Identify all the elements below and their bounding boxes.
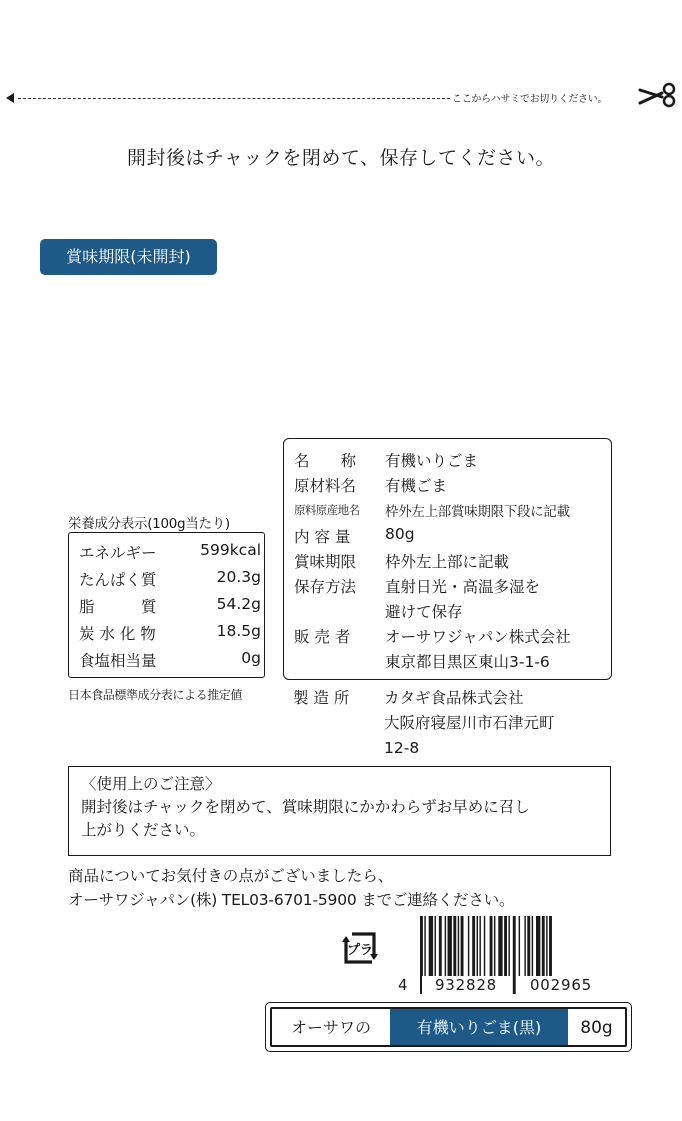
caution-title: 〈使用上のご注意〉 [81,775,221,793]
info-label: 名 称 [294,452,357,470]
nutrition-label: 脂 質 [79,598,157,616]
nutrition-row-energy [79,541,261,567]
info-label: 原材料名 [294,477,357,495]
scissors-icon [638,81,678,109]
nutrition-note: 日本食品標準成分表による推定値 [68,688,243,702]
barcode-digit: 4 [398,976,408,994]
cut-line [6,90,676,110]
manufacturer-value [384,686,555,761]
usage-caution-box [68,766,611,856]
barcode-digits-left: 932828 [434,976,498,994]
brand-name: オーサワの [290,1018,371,1037]
info-value: オーサワジャパン株式会社 [385,628,571,646]
barcode-digits-right: 002965 [529,976,593,994]
info-value: 枠外左上部賞味期限下段に記載 [385,504,570,520]
product-info-table [283,438,612,680]
contact-info [68,864,514,912]
info-value: 有機ごま [385,477,448,495]
nutrition-label: 炭 水 化 物 [79,625,156,643]
nutrition-label: 食塩相当量 [79,652,157,670]
product-weight: 80g [580,1018,613,1038]
product-name-inner [270,1007,627,1047]
nutrition-table [68,532,265,678]
info-value: 避けて保存 [385,603,463,621]
contact-line: 商品についてお気付きの点がございましたら、 [68,867,394,885]
info-value: 有機いりごま [385,452,479,470]
caution-text: 開封後はチャックを閉めて、賞味期限にかかわらずお早めに召し [81,798,530,816]
info-value: 東京都目黒区東山3-1-6 [385,653,550,671]
nutrition-value: 0g [241,649,261,667]
manufacturer-address: 大阪府寝屋川市石津元町 [384,714,555,732]
contact-phone-line: オーサワジャパン(株) TEL03-6701-5900 までご連絡ください。 [68,891,515,909]
info-value: 枠外左上部に記載 [385,553,510,571]
nutrition-row-salt [79,649,261,675]
product-name: 有機いりごま(黒) [390,1009,568,1045]
info-label: 販 売 者 [294,628,351,646]
arrow-left-icon [6,93,14,103]
info-value: 直射日光・高温多湿を [385,578,541,596]
info-label: 原料原産地名 [294,503,360,517]
nutrition-value: 20.3g [216,568,261,586]
nutrition-value: 599kcal [200,541,261,559]
nutrition-row-fat [79,595,261,621]
barcode-icon [398,916,610,994]
info-label: 賞味期限 [294,553,357,571]
product-name-plate [265,1002,632,1052]
barcode-bar [513,916,516,994]
manufacturer-label: 製 造 所 [293,689,350,707]
caution-text: 上がりください。 [81,821,206,839]
info-label: 内 容 量 [294,528,351,546]
nutrition-title: 栄養成分表示(100g当たり) [68,516,230,532]
pla-recycle-icon [340,930,380,968]
nutrition-label: たんぱく質 [79,571,157,589]
best-before-badge: 賞味期限(未開封) [40,239,217,275]
nutrition-value: 54.2g [216,595,261,613]
storage-headline: 開封後はチャックを閉めて、保存してください。 [126,147,556,169]
nutrition-row-protein [79,568,261,594]
manufacturer-address-number: 12-8 [384,739,420,757]
dashed-cut-guide [18,98,450,99]
nutrition-row-carbs [79,622,261,648]
manufacturer-name: カタギ食品株式会社 [384,689,524,707]
nutrition-value: 18.5g [216,622,261,640]
info-value: 80g [385,525,415,543]
info-label: 保存方法 [294,578,357,596]
cut-instruction: ここからハサミでお切りください。 [452,94,608,105]
nutrition-label: エネルギー [79,544,157,562]
recycle-label: プラ [346,943,374,958]
